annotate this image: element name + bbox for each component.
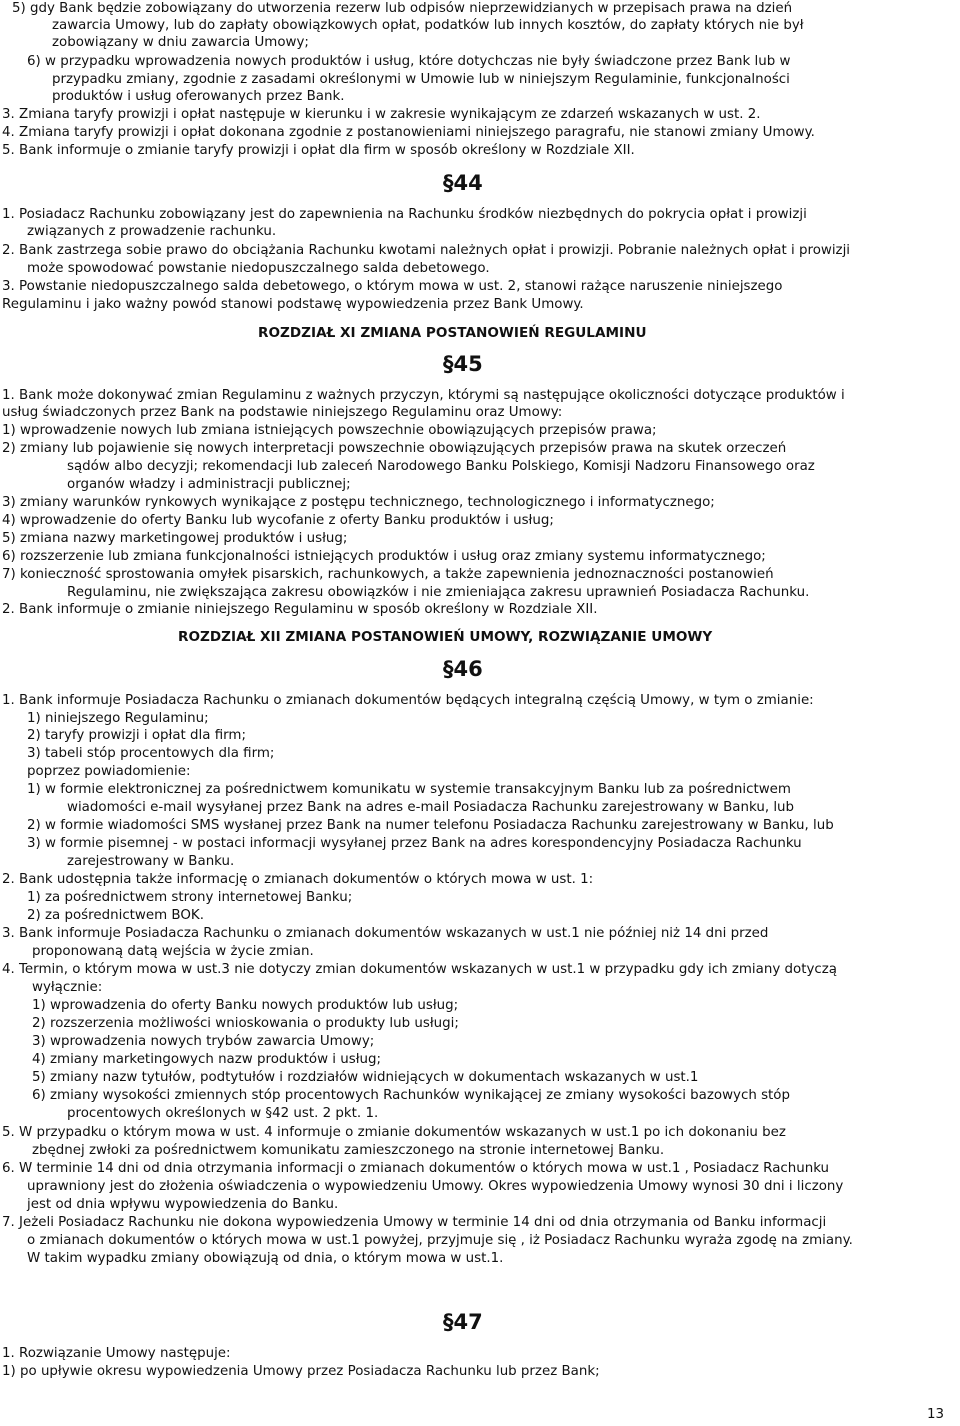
section-number: 44 (453, 171, 483, 195)
text-line: wyłącznie: (32, 980, 103, 995)
text-line: 6) zmiany wysokości zmiennych stóp procentowych Rachunków wynikającej ze zmiany wysokości bazowych stóp (32, 1088, 791, 1103)
text-line: 2) za pośrednictwem BOK. (27, 908, 204, 923)
text-line: 5) zmiana nazwy marketingowej produktów i usług; (2, 531, 348, 546)
text-line: 3) wprowadzenia nowych trybów zawarcia Umowy; (32, 1034, 375, 1049)
text-line: 1. Bank może dokonywać zmian Regulaminu z ważnych przyczyn, którymi są następujące okoliczności dotyczące produktów i (2, 388, 845, 403)
section-number: 46 (453, 657, 483, 681)
text-line: W takim wypadku zmiany obowiązują od dnia, o którym mowa w ust.1. (27, 1251, 504, 1266)
section-heading: §45 (443, 352, 483, 376)
section-number: 47 (453, 1310, 483, 1334)
text-line: 1) po upływie okresu wypowiedzenia Umowy przez Posiadacza Rachunku lub przez Bank; (2, 1364, 600, 1379)
text-line: 5. W przypadku o którym mowa w ust. 4 informuje o zmianie dokumentów wskazanych w ust.1 po ich dokonaniu bez (2, 1125, 786, 1140)
text-line: zobowiązany w dniu zawarcia Umowy; (52, 35, 309, 50)
text-line: 1. Bank informuje Posiadacza Rachunku o zmianach dokumentów będących integralną częścią Umowy, w tym o zmianie: (2, 693, 814, 708)
text-line: 3. Bank informuje Posiadacza Rachunku o zmianach dokumentów wskazanych w ust.1 nie później niż 14 dni przed (2, 926, 769, 941)
text-line: 2. Bank udostępnia także informację o zmianach dokumentów o których mowa w ust. 1: (2, 872, 594, 887)
text-line: 4. Zmiana taryfy prowizji i opłat dokonana zgodnie z postanowieniami niniejszego paragrafu, nie stanowi zmiany Umowy. (2, 125, 815, 140)
section-heading: §44 (443, 171, 483, 195)
text-line: 3) zmiany warunków rynkowych wynikające z postępu technicznego, technologicznego i informatycznego; (2, 495, 715, 510)
section-number: 45 (453, 352, 483, 376)
text-line: 1) wprowadzenia do oferty Banku nowych produktów lub usług; (32, 998, 459, 1013)
section-heading: §46 (443, 657, 483, 681)
text-line: 3. Powstanie niedopuszczalnego salda debetowego, o którym mowa w ust. 2, stanowi rażące naruszenie niniejszego (2, 279, 783, 294)
text-line: 2) zmiany lub pojawienie się nowych interpretacji powszechnie obowiązujących przepisów prawa na skutek orzeczeń (2, 441, 787, 456)
text-line: 1) wprowadzenie nowych lub zmiana istniejących powszechnie obowiązujących przepisów prawa; (2, 423, 657, 438)
text-line: usług świadczonych przez Bank na podstawie niniejszego Regulaminu oraz Umowy: (2, 405, 563, 420)
text-line: 1. Rozwiązanie Umowy następuje: (2, 1346, 231, 1361)
text-line: poprzez powiadomienie: (27, 764, 191, 779)
text-line: Regulaminu i jako ważny powód stanowi podstawę wypowiedzenia przez Bank Umowy. (2, 297, 584, 312)
text-line: jest od dnia wpływu wypowiedzenia do Banku. (27, 1197, 339, 1212)
chapter-heading: ROZDZIAŁ XII ZMIANA POSTANOWIEŃ UMOWY, ROZWIĄZANIE UMOWY (178, 629, 713, 645)
text-line: 5) gdy Bank będzie zobowiązany do utworzenia rezerw lub odpisów nieprzewidzianych w przepisach prawa na dzień (12, 1, 793, 16)
text-line: zawarcia Umowy, lub do zapłaty obowiązkowych opłat, podatków lub innych kosztów, do zapłaty których nie był (52, 18, 804, 33)
text-line: 1) w formie elektronicznej za pośrednictwem komunikatu w systemie transakcyjnym Banku lub za pośrednictwem (27, 782, 791, 797)
text-line: 1) niniejszego Regulaminu; (27, 711, 209, 726)
text-line: 3) w formie pisemnej - w postaci informacji wysyłanej przez Bank na adres korespondencyjny Posiadacza Rachunku (27, 836, 802, 851)
text-line: o zmianach dokumentów o których mowa w ust.1 powyżej, przyjmuje się , iż Posiadacz Rachunku wyraża zgodę na zmiany. (27, 1233, 853, 1248)
text-line: 2) rozszerzenia możliwości wnioskowania o produkty lub usługi; (32, 1016, 459, 1031)
page-number: 13 (926, 1407, 944, 1422)
text-line: 6. W terminie 14 dni od dnia otrzymania informacji o zmianach dokumentów o których mowa w ust.1 , Posiadacz Rachunku (2, 1161, 830, 1176)
text-line: proponowaną datą wejścia w życie zmian. (32, 944, 314, 959)
text-line: 7) konieczność sprostowania omyłek pisarskich, rachunkowych, a także zapewnienia jednoznaczności postanowień (2, 567, 774, 582)
text-line: zarejestrowany w Banku. (67, 854, 235, 869)
section-heading: §47 (443, 1310, 483, 1334)
text-line: Regulaminu, nie zwiększająca zakresu obowiązków i nie zmieniająca zakresu uprawnień Posiadacza Rachunku. (67, 585, 810, 600)
text-line: 2) taryfy prowizji i opłat dla firm; (27, 728, 246, 743)
text-line: uprawniony jest do złożenia oświadczenia o wypowiedzeniu Umowy. Okres wypowiedzenia Umowy wynosi 30 dni i liczony (27, 1179, 844, 1194)
text-line: 3. Zmiana taryfy prowizji i opłat następuje w kierunku i w zakresie wynikającym ze zdarzeń wskazanych w ust. 2. (2, 107, 761, 122)
text-line: 4. Termin, o którym mowa w ust.3 nie dotyczy zmian dokumentów wskazanych w ust.1 w przypadku gdy ich zmiany dotyczą (2, 962, 837, 977)
text-line: produktów i usług oferowanych przez Bank. (52, 89, 345, 104)
text-line: 6) rozszerzenie lub zmiana funkcjonalności istniejących produktów i usług oraz zmiany systemu informatycznego; (2, 549, 766, 564)
text-line: procentowych określonych w §42 ust. 2 pkt. 1. (67, 1106, 379, 1121)
text-line: może spowodować powstanie niedopuszczalnego salda debetowego. (27, 261, 490, 276)
text-line: 7. Jeżeli Posiadacz Rachunku nie dokona wypowiedzenia Umowy w terminie 14 dni od dnia otrzymania od Banku informacji (2, 1215, 827, 1230)
text-line: 5. Bank informuje o zmianie taryfy prowizji i opłat dla firm w sposób określony w Rozdziale XII. (2, 143, 635, 158)
text-line: związanych z prowadzenie rachunku. (27, 224, 277, 239)
text-line: 2) w formie wiadomości SMS wysłanej przez Bank na numer telefonu Posiadacza Rachunku zarejestrowany w Banku, lub (27, 818, 834, 833)
text-line: 4) wprowadzenie do oferty Banku lub wycofanie z oferty Banku produktów i usług; (2, 513, 554, 528)
chapter-heading: ROZDZIAŁ XI ZMIANA POSTANOWIEŃ REGULAMINU (258, 325, 647, 341)
text-line: organów władzy i administracji publicznej; (67, 477, 351, 492)
text-line: 3) tabeli stóp procentowych dla firm; (27, 746, 275, 761)
text-line: przypadku zmiany, zgodnie z zasadami określonymi w Umowie lub w niniejszym Regulaminie, funkcjonalności (52, 72, 790, 87)
text-line: 6) w przypadku wprowadzenia nowych produktów i usług, które dotychczas nie były świadczone przez Bank lub w (27, 54, 791, 69)
text-line: sądów albo decyzji; rekomendacji lub zaleceń Narodowego Banku Polskiego, Komisji Nadzoru Finansowego oraz (67, 459, 815, 474)
text-line: 4) zmiany marketingowych nazw produktów i usług; (32, 1052, 382, 1067)
text-line: 2. Bank zastrzega sobie prawo do obciążania Rachunku kwotami należnych opłat i prowizji. Pobranie należnych opłat i prowizji (2, 243, 851, 258)
text-line: 2. Bank informuje o zmianie niniejszego Regulaminu w sposób określony w Rozdziale XII. (2, 602, 598, 617)
text-line: 5) zmiany nazw tytułów, podtytułów i rozdziałów widniejących w dokumentach wskazanych w ust.1 (32, 1070, 699, 1085)
text-line: 1) za pośrednictwem strony internetowej Banku; (27, 890, 353, 905)
text-line: wiadomości e-mail wysyłanej przez Bank na adres e-mail Posiadacza Rachunku zarejestrowany w Banku, lub (67, 800, 795, 815)
text-line: zbędnej zwłoki za pośrednictwem komunikatu zamieszczonego na stronie internetowej Banku. (32, 1143, 665, 1158)
text-line: 1. Posiadacz Rachunku zobowiązany jest do zapewnienia na Rachunku środków niezbędnych do pokrycia opłat i prowizji (2, 207, 807, 222)
